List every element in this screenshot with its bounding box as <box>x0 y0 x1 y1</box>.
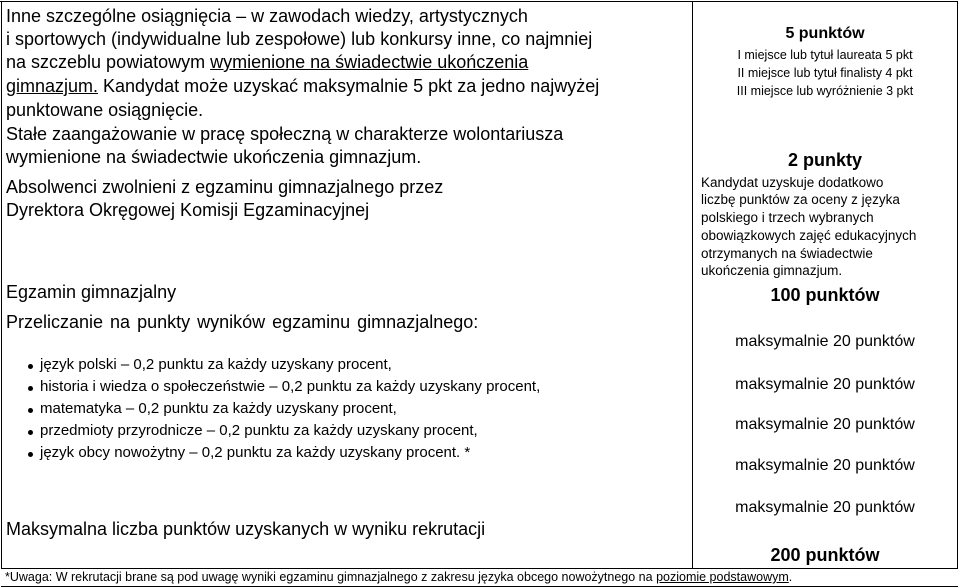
table-top-border <box>0 1 958 2</box>
row3-note-line1: Kandydat uzyskuje dodatkowo <box>701 175 884 190</box>
subject-points-2: maksymalnie 20 punktów <box>735 376 915 393</box>
bullet-4 <box>28 430 33 435</box>
row3-note-line6: ukończenia gimnazjum. <box>701 263 843 278</box>
subject-item-4: przedmioty przyrodnicze – 0,2 punktu za każdy uzyskany procent, <box>40 422 478 439</box>
bullet-3 <box>28 408 33 413</box>
subject-item-5: język obcy nowożytny – 0,2 punktu za każdy uzyskany procent. * <box>40 444 471 461</box>
row2-line1: Stałe zaangażowanie w pracę społeczną w charakterze wolontariusza <box>6 124 564 144</box>
row1-line2: i sportowych (indywidualne lub zespołowe) lub konkursy inne, co najmniej <box>6 29 593 49</box>
row1-line4: gimnazjum. Kandydat może uzyskać maksymalnie 5 pkt za jedno najwyżej <box>6 76 600 96</box>
row3-line2: Dyrektora Okręgowej Komisji Egzaminacyjnej <box>6 200 370 220</box>
row2-line2: wymienione na świadectwie ukończenia gimnazjum. <box>6 147 422 167</box>
subject-points-5: maksymalnie 20 punktów <box>735 499 915 516</box>
subject-points-1: maksymalnie 20 punktów <box>735 333 915 350</box>
row1-line5: punktowane osiągnięcie. <box>6 100 204 120</box>
row1-line3: na szczeblu powiatowym wymienione na świadectwie ukończenia <box>6 52 529 72</box>
subject-points-3: maksymalnie 20 punktów <box>735 416 915 433</box>
row6-points: 200 punktów <box>770 545 880 565</box>
bullet-2 <box>28 386 33 391</box>
footnote-bottom-border <box>1 586 958 587</box>
row2-points-title: 2 punkty <box>787 150 862 170</box>
table-left-border <box>1 1 2 569</box>
row3-note-line5: otrzymanych na świadectwie <box>701 246 873 261</box>
row1-points-line1: I miejsce lub tytuł laureata 5 pkt <box>737 48 913 62</box>
row3-note-line4: obowiązkowych zajęć edukacyjnych <box>701 228 917 243</box>
bullet-1 <box>28 364 33 369</box>
footnote-top-border <box>1 568 958 569</box>
subject-item-3: matematyka – 0,2 punktu za każdy uzyskany procent, <box>40 400 397 417</box>
table-right-border <box>957 1 958 569</box>
row6-label: Maksymalna liczba punktów uzyskanych w wyniku rekrutacji <box>6 519 486 539</box>
row4-points: 100 punktów <box>770 285 880 305</box>
row3-note-line2: liczbę punktów za oceny z języka <box>701 192 900 207</box>
row1-points-line2: II miejsce lub tytuł finalisty 4 pkt <box>737 66 913 80</box>
row1-points-title: 5 punktów <box>785 25 865 42</box>
row3-note-line3: polskiego i trzech wybranych <box>701 210 874 225</box>
row5-heading: Przeliczanie na punkty wyników egzaminu gimnazjalnego: <box>6 312 479 332</box>
subject-item-2: historia i wiedza o społeczeństwie – 0,2 punktu za każdy uzyskany procent, <box>40 378 541 395</box>
bullet-5 <box>28 452 33 457</box>
row3-line1: Absolwenci zwolnieni z egzaminu gimnazjalnego przez <box>6 177 444 197</box>
footnote: *Uwaga: W rekrutacji brane są pod uwagę wyniki egzaminu gimnazjalnego z zakresu języka obcego nowożytnego na poziomie podstawowym. <box>5 570 793 584</box>
subject-points-4: maksymalnie 20 punktów <box>735 457 915 474</box>
row4-label: Egzamin gimnazjalny <box>6 282 177 302</box>
row1-line1: Inne szczególne osiągnięcia – w zawodach wiedzy, artystycznych <box>6 6 528 26</box>
subject-item-1: język polski – 0,2 punktu za każdy uzyskany procent, <box>40 356 392 373</box>
row1-points-line3: III miejsce lub wyróżnienie 3 pkt <box>736 84 914 98</box>
